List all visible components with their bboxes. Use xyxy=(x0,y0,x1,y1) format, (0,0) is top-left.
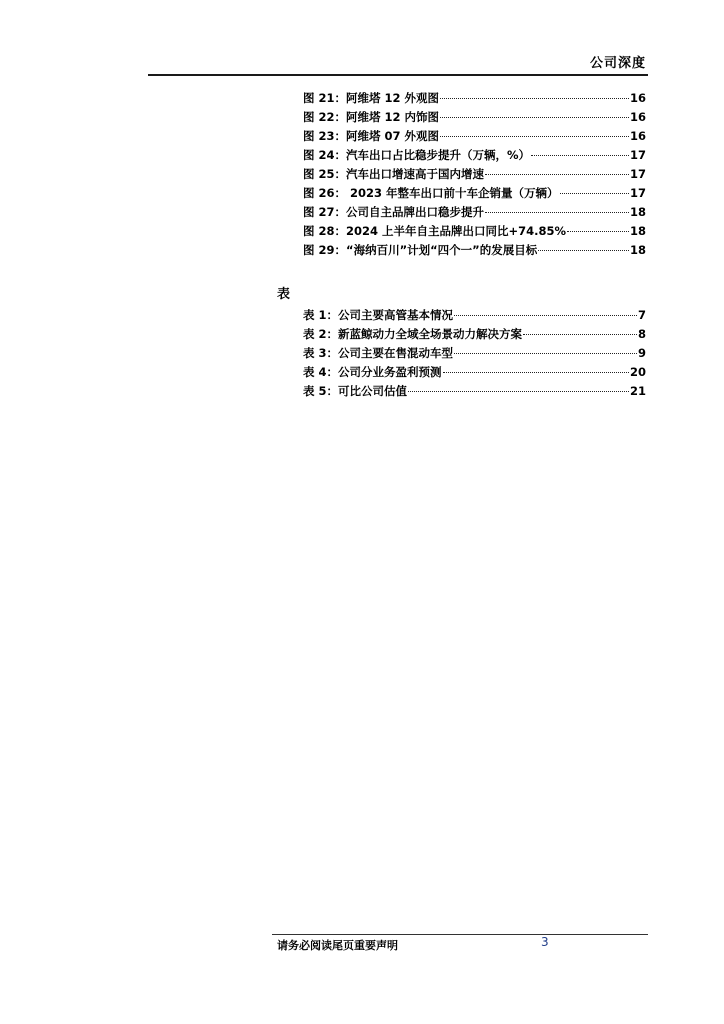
toc-entry[interactable] xyxy=(303,325,646,344)
toc-entry[interactable] xyxy=(303,89,646,108)
toc-entry[interactable] xyxy=(303,306,646,325)
toc-entry[interactable] xyxy=(303,382,646,401)
toc-entry-title: 图 24：汽车出口占比稳步提升（万辆，%） xyxy=(303,148,531,162)
toc-entry-page: 17 xyxy=(629,148,646,162)
toc-entry-page: 18 xyxy=(629,243,646,257)
toc-entry-page: 8 xyxy=(637,327,646,341)
toc-entry-page: 7 xyxy=(637,308,646,322)
toc-entry-page: 21 xyxy=(629,384,646,398)
toc-entry[interactable] xyxy=(303,146,646,165)
toc-entry[interactable] xyxy=(303,222,646,241)
toc-leader xyxy=(454,315,637,316)
figure-list xyxy=(303,89,646,260)
toc-entry-page: 16 xyxy=(629,110,646,124)
toc-entry[interactable] xyxy=(303,363,646,382)
toc-entry-page: 16 xyxy=(629,129,646,143)
toc-leader xyxy=(560,193,629,194)
toc-entry[interactable] xyxy=(303,241,646,260)
toc-leader xyxy=(485,212,629,213)
footer-disclaimer: 请务必阅读尾页重要声明 xyxy=(277,939,398,952)
toc-entry[interactable] xyxy=(303,165,646,184)
toc-entry[interactable] xyxy=(303,344,646,363)
toc-leader xyxy=(567,231,629,232)
header-divider xyxy=(148,74,648,76)
toc-entry-title: 表 2：新蓝鲸动力全域全场景动力解决方案 xyxy=(303,327,523,341)
toc-leader xyxy=(523,334,637,335)
page-number: 3 xyxy=(541,935,549,949)
toc-entry-title: 图 27：公司自主品牌出口稳步提升 xyxy=(303,205,485,219)
toc-leader xyxy=(408,391,629,392)
toc-entry-page: 18 xyxy=(629,205,646,219)
table-list xyxy=(303,306,646,401)
footer-divider xyxy=(272,934,648,935)
toc-leader xyxy=(454,353,637,354)
tables-section-heading: 表 xyxy=(277,287,291,302)
toc-entry-title: 表 5：可比公司估值 xyxy=(303,384,408,398)
toc-entry-title: 图 25：汽车出口增速高于国内增速 xyxy=(303,167,485,181)
toc-entry-page: 18 xyxy=(629,224,646,238)
toc-entry-title: 图 28：2024 上半年自主品牌出口同比+74.85% xyxy=(303,224,567,238)
toc-entry-title: 表 4：公司分业务盈利预测 xyxy=(303,365,442,379)
toc-leader xyxy=(443,372,629,373)
toc-leader xyxy=(531,155,629,156)
toc-entry-title: 图 23：阿维塔 07 外观图 xyxy=(303,129,440,143)
toc-entry-title: 图 22：阿维塔 12 内饰图 xyxy=(303,110,440,124)
header-label: 公司深度 xyxy=(589,56,646,71)
toc-leader xyxy=(440,98,629,99)
toc-leader xyxy=(440,136,629,137)
toc-entry-page: 17 xyxy=(629,186,646,200)
toc-entry-page: 9 xyxy=(637,346,646,360)
toc-leader xyxy=(538,250,629,251)
toc-leader xyxy=(485,174,629,175)
toc-entry-title: 图 29：“海纳百川”计划“四个一”的发展目标 xyxy=(303,243,538,257)
toc-entry[interactable] xyxy=(303,108,646,127)
toc-entry-title: 图 21：阿维塔 12 外观图 xyxy=(303,91,440,105)
toc-entry-page: 20 xyxy=(629,365,646,379)
toc-leader xyxy=(440,117,629,118)
toc-entry-title: 图 26： 2023 年整车出口前十车企销量（万辆） xyxy=(303,186,559,200)
toc-entry-page: 17 xyxy=(629,167,646,181)
toc-entry-title: 表 3：公司主要在售混动车型 xyxy=(303,346,454,360)
toc-entry-page: 16 xyxy=(629,91,646,105)
toc-entry[interactable] xyxy=(303,127,646,146)
toc-entry[interactable] xyxy=(303,203,646,222)
toc-entry-title: 表 1：公司主要高管基本情况 xyxy=(303,308,454,322)
toc-entry[interactable] xyxy=(303,184,646,203)
